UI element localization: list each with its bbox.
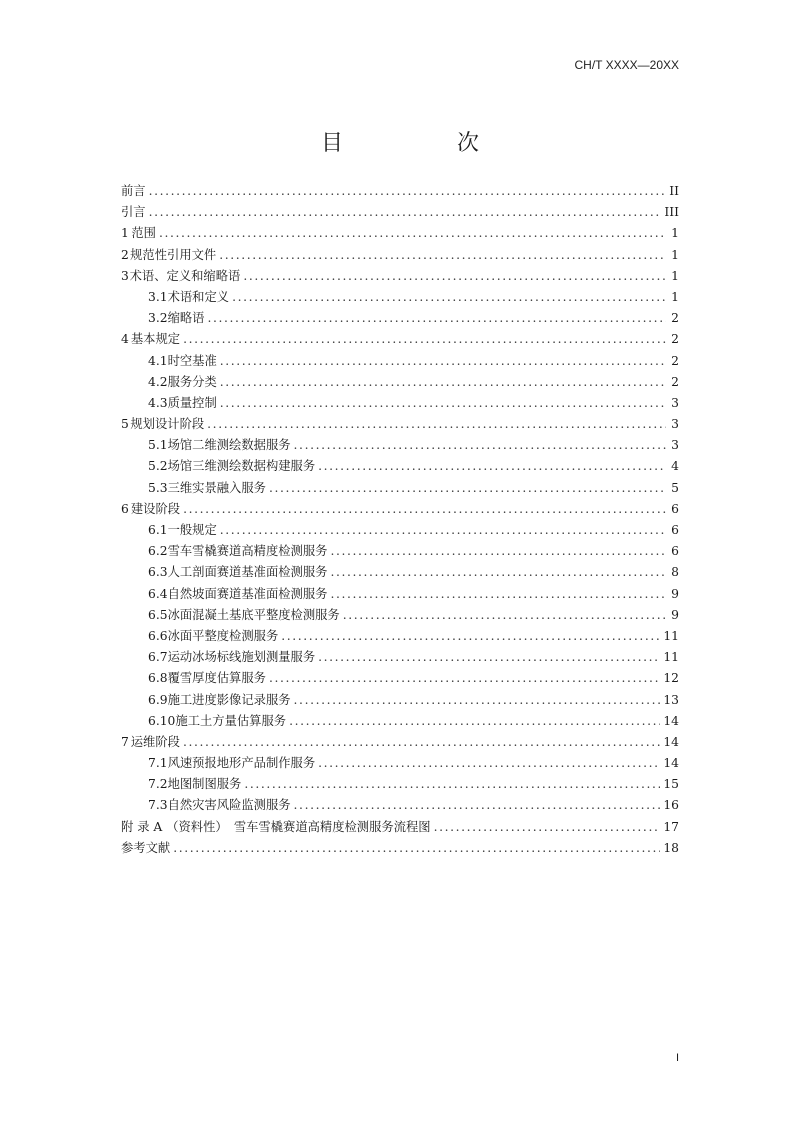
toc-entry-number: 6.5 — [148, 607, 168, 622]
toc-entry[interactable] — [121, 668, 679, 689]
toc-entry[interactable] — [121, 732, 679, 753]
toc-entry[interactable] — [121, 774, 679, 795]
toc-entry[interactable] — [121, 287, 679, 308]
toc-entry[interactable] — [121, 562, 679, 583]
leader-dots — [220, 375, 666, 389]
toc-entry-page: 1 — [671, 268, 679, 283]
toc-entry[interactable] — [121, 266, 679, 287]
toc-entry-label: 运动冰场标线施划测量服务 — [167, 650, 316, 665]
toc-entry-label: 覆雪厚度估算服务 — [167, 671, 266, 686]
toc-entry-page: 2 — [671, 332, 679, 347]
toc-entry-label: 场馆二维测绘数据服务 — [167, 438, 291, 453]
toc-entry-label: 冰面平整度检测服务 — [167, 628, 279, 643]
toc-entry-label: 参考文献 — [121, 840, 171, 855]
toc-entry-label: 施工进度影像记录服务 — [167, 692, 291, 707]
toc-entry-number: 2 — [121, 247, 129, 262]
toc-entry-number: 6 — [121, 501, 129, 516]
toc-entry-page: 11 — [663, 650, 679, 665]
toc-entry-number: 6.8 — [148, 671, 168, 686]
toc-entry-page: 6 — [671, 523, 679, 537]
toc-entry[interactable] — [121, 605, 679, 626]
toc-entry[interactable] — [121, 202, 679, 223]
toc-entry-number: 3.2 — [148, 311, 168, 326]
toc-entry-number: 6.7 — [148, 650, 168, 665]
toc-entry-label: 风速预报地形产品制作服务 — [167, 756, 316, 771]
toc-entry-number: 7.3 — [148, 798, 168, 813]
toc-entry-page: 2 — [671, 311, 679, 326]
toc-entry-label: 运维阶段 — [130, 734, 180, 749]
leader-dots — [294, 798, 661, 812]
toc-entry-page: 8 — [671, 565, 679, 580]
toc-entry-number: 3 — [121, 268, 129, 283]
leader-dots — [244, 777, 660, 791]
leader-dots — [173, 841, 660, 855]
toc-entry-number: 5.2 — [148, 459, 168, 474]
toc-entry-number: 6.10 — [148, 713, 176, 728]
toc-entry-page: 3 — [671, 417, 679, 432]
toc-entry[interactable] — [121, 181, 679, 202]
toc-entry-page: 12 — [663, 671, 679, 686]
toc-entry[interactable] — [121, 838, 679, 859]
toc-entry-page: 2 — [671, 353, 679, 368]
toc-entry[interactable] — [121, 541, 679, 562]
toc-entry-label: 前言 — [121, 184, 146, 198]
toc-entry-number: 6.4 — [148, 586, 168, 601]
leader-dots — [183, 502, 666, 516]
toc-entry-label: 服务分类 — [167, 374, 217, 389]
leader-dots — [343, 608, 666, 622]
toc-entry-label: 建设阶段 — [130, 501, 181, 516]
leader-dots — [149, 205, 662, 219]
page-title: 目 次 — [320, 131, 525, 156]
toc-entry-page: 13 — [663, 692, 679, 707]
toc-entry[interactable] — [121, 647, 679, 668]
toc-entry-page: 16 — [663, 798, 679, 813]
toc-entry-page: 3 — [671, 438, 679, 453]
leader-dots — [269, 481, 666, 495]
toc-entry-page: 18 — [663, 840, 679, 855]
toc-entry-number: 6.9 — [148, 692, 168, 707]
leader-dots — [183, 332, 666, 346]
toc-entry-page: 3 — [671, 395, 679, 410]
toc-entry[interactable] — [121, 584, 679, 605]
toc-entry-page: 6 — [671, 544, 679, 559]
toc-entry-number: 7.2 — [148, 777, 168, 792]
toc-entry-label: 地图制图服务 — [167, 777, 242, 792]
leader-dots — [220, 354, 666, 368]
toc-entry-number: 3.1 — [148, 289, 168, 304]
toc-entry-number: 7.1 — [148, 756, 168, 771]
toc-entry[interactable] — [121, 351, 679, 372]
toc-entry-number: 4.3 — [148, 395, 168, 410]
toc-entry-label: 场馆三维测绘数据构建服务 — [167, 459, 316, 474]
toc-entry-number: 4 — [121, 332, 129, 347]
leader-dots — [294, 438, 666, 452]
toc-entry[interactable] — [121, 456, 679, 477]
toc-entry-number: 6.2 — [148, 544, 168, 559]
toc-entry-page: 4 — [671, 459, 679, 474]
toc-entry[interactable] — [121, 711, 679, 732]
toc-entry[interactable] — [121, 690, 679, 711]
toc-entry-number: 1 — [121, 226, 129, 241]
toc-entry[interactable] — [121, 329, 679, 350]
toc-entry-page: III — [664, 205, 679, 220]
toc-entry-number: 4.1 — [148, 353, 168, 368]
toc-entry-label: 规划设计阶段 — [130, 417, 205, 432]
toc-entry-label: 术语和定义 — [167, 289, 230, 304]
standard-code: CH/T XXXX—20XX — [574, 58, 679, 72]
toc-entry[interactable] — [121, 223, 679, 244]
toc-entry[interactable] — [121, 795, 679, 816]
toc-entry[interactable] — [121, 520, 679, 541]
toc-entry[interactable] — [121, 478, 679, 499]
toc-entry-label: 规范性引用文件 — [130, 247, 217, 262]
leader-dots — [243, 269, 666, 283]
toc-entry-label: 基本规定 — [130, 332, 181, 347]
leader-dots — [207, 311, 666, 325]
leader-dots — [183, 735, 660, 749]
toc-entry-page: 17 — [663, 819, 679, 834]
toc-entry-page: 1 — [671, 289, 679, 304]
leader-dots — [219, 248, 666, 262]
toc-entry-label: 附 录 A （资料性） 雪车雪橇赛道高精度检测服务流程图 — [121, 819, 431, 834]
toc-entry-label: 冰面混凝土基底平整度检测服务 — [167, 607, 340, 622]
toc-entry-label: 时空基准 — [167, 353, 217, 368]
leader-dots — [281, 629, 660, 643]
toc-entry-label: 自然灾害风险监测服务 — [167, 798, 291, 813]
toc-entry-page: 14 — [663, 713, 679, 728]
toc-entry-page: 9 — [671, 607, 679, 622]
toc-entry-page: 11 — [663, 628, 679, 643]
toc-entry-label: 引言 — [121, 205, 146, 220]
toc-entry[interactable] — [121, 753, 679, 774]
toc-entry[interactable] — [121, 372, 679, 393]
toc-entry-page: 6 — [671, 501, 679, 516]
leader-dots — [207, 417, 666, 431]
toc-entry-label: 质量控制 — [167, 395, 217, 410]
leader-dots — [159, 226, 666, 240]
leader-dots — [149, 184, 666, 198]
toc-entry-number: 6.1 — [148, 523, 168, 537]
toc-entry-page: II — [669, 184, 679, 198]
toc-entry-page: 14 — [663, 756, 679, 771]
toc-entry-label: 范围 — [131, 226, 156, 241]
toc-entry-page: 5 — [671, 480, 679, 495]
toc-entry-page: 2 — [671, 374, 679, 389]
toc-entry-label: 雪车雪橇赛道高精度检测服务 — [167, 544, 328, 559]
leader-dots — [330, 565, 666, 579]
toc-entry-number: 7 — [121, 734, 129, 749]
leader-dots — [330, 544, 666, 558]
leader-dots — [220, 523, 666, 537]
toc-entry-number: 4.2 — [148, 374, 168, 389]
toc-entry-label: 缩略语 — [167, 311, 205, 326]
leader-dots — [269, 671, 660, 685]
toc-entry[interactable] — [121, 393, 679, 414]
toc-entry-label: 人工剖面赛道基准面检测服务 — [167, 565, 328, 580]
toc-entry-page: 15 — [663, 777, 679, 792]
leader-dots — [434, 820, 661, 834]
toc-entry[interactable] — [121, 817, 679, 838]
toc-entry-number: 5.3 — [148, 480, 168, 495]
leader-dots — [220, 396, 666, 410]
toc-entry-page: 9 — [671, 586, 679, 601]
page-number: I — [675, 1052, 679, 1064]
toc-entry-label: 施工土方量估算服务 — [175, 713, 287, 728]
leader-dots — [294, 693, 661, 707]
toc-entry-label: 自然坡面赛道基准面检测服务 — [167, 586, 328, 601]
leader-dots — [318, 756, 660, 770]
toc-entry-number: 6.6 — [148, 628, 168, 643]
toc-entry-page: 1 — [671, 226, 679, 241]
leader-dots — [330, 587, 666, 601]
leader-dots — [318, 650, 660, 664]
table-of-contents — [121, 181, 679, 859]
toc-entry[interactable] — [121, 308, 679, 329]
toc-entry[interactable] — [121, 245, 679, 266]
leader-dots — [232, 290, 666, 304]
toc-entry-label: 术语、定义和缩略语 — [129, 268, 241, 283]
toc-entry-number: 6.3 — [148, 565, 168, 580]
toc-entry[interactable] — [121, 414, 679, 435]
leader-dots — [318, 459, 666, 473]
toc-entry[interactable] — [121, 626, 679, 647]
toc-entry-page: 14 — [663, 734, 679, 749]
toc-entry-number: 5.1 — [148, 438, 168, 453]
toc-entry-page: 1 — [671, 247, 679, 262]
leader-dots — [289, 714, 660, 728]
toc-entry[interactable] — [121, 499, 679, 520]
toc-entry-label: 三维实景融入服务 — [167, 480, 266, 495]
toc-entry-label: 一般规定 — [167, 523, 217, 537]
toc-entry-number: 5 — [121, 417, 129, 432]
toc-entry[interactable] — [121, 435, 679, 456]
